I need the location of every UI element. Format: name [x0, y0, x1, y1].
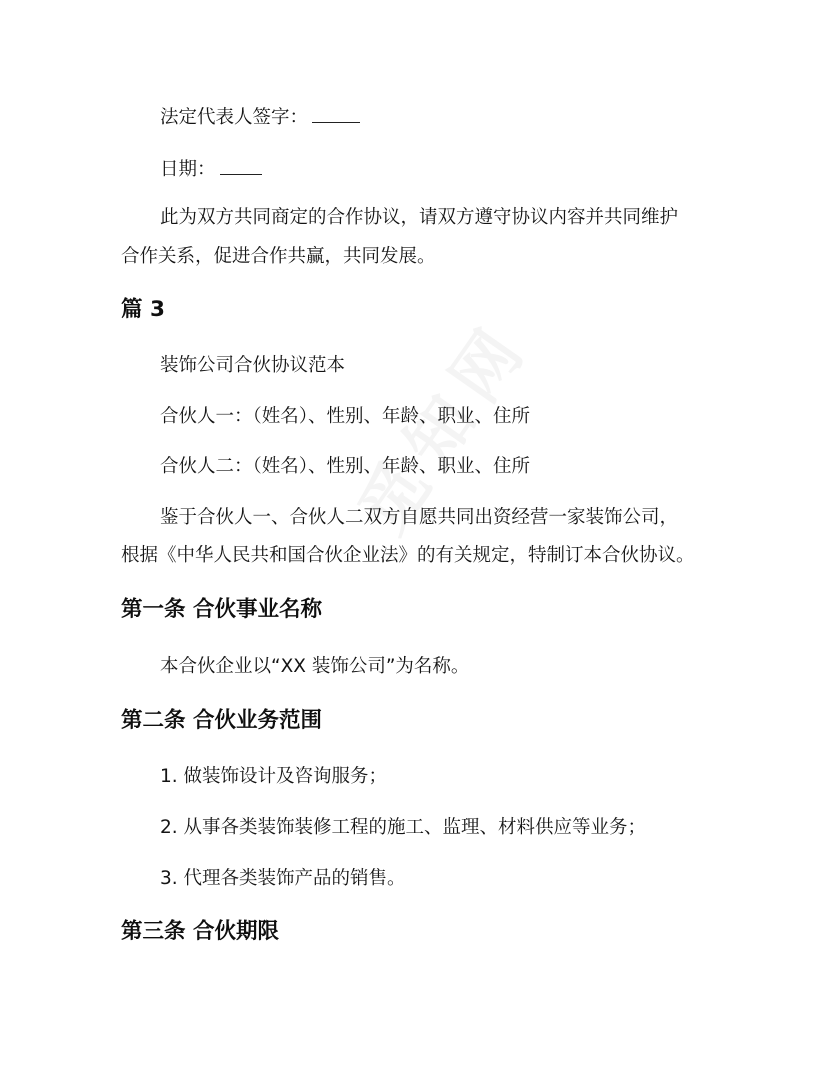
article-2-item-1: 1. 做装饰设计及咨询服务； — [160, 766, 388, 787]
signature-line — [160, 104, 360, 130]
partner-one-line: 合伙人一：（姓名）、性别、年龄、职业、住所 — [160, 406, 531, 427]
intro-paragraph-line-1: 鉴于合伙人一、合伙人二双方自愿共同出资经营一家装饰公司， — [160, 507, 679, 528]
article-2-item-2: 2. 从事各类装饰装修工程的施工、监理、材料供应等业务； — [160, 817, 647, 838]
intro-paragraph-line-2: 根据《中华人民共和国合伙企业法》的有关规定，特制订本合伙协议。 — [121, 545, 695, 566]
article-1-title: 第一条 合伙事业名称 — [121, 597, 322, 622]
signature-label: 法定代表人签字： — [160, 107, 309, 128]
article-1-text: 本合伙企业以“XX 装饰公司”为名称。 — [160, 656, 470, 677]
partner-two-line: 合伙人二：（姓名）、性别、年龄、职业、住所 — [160, 456, 531, 477]
article-2-item-3: 3. 代理各类装饰产品的销售。 — [160, 868, 406, 889]
article-2-title: 第二条 合伙业务范围 — [121, 708, 322, 733]
date-blank — [220, 156, 262, 175]
date-line — [160, 156, 262, 182]
document-title: 装饰公司合伙协议范本 — [160, 355, 346, 376]
closing-paragraph-line-2: 合作关系，促进合作共赢，共同发展。 — [121, 246, 436, 267]
section-title: 篇 3 — [121, 297, 165, 322]
closing-paragraph-line-1: 此为双方共同商定的合作协议，请双方遵守协议内容并共同维护 — [160, 207, 679, 228]
article-3-title: 第三条 合伙期限 — [121, 919, 279, 944]
date-label: 日期： — [160, 159, 216, 180]
signature-blank — [312, 104, 360, 123]
